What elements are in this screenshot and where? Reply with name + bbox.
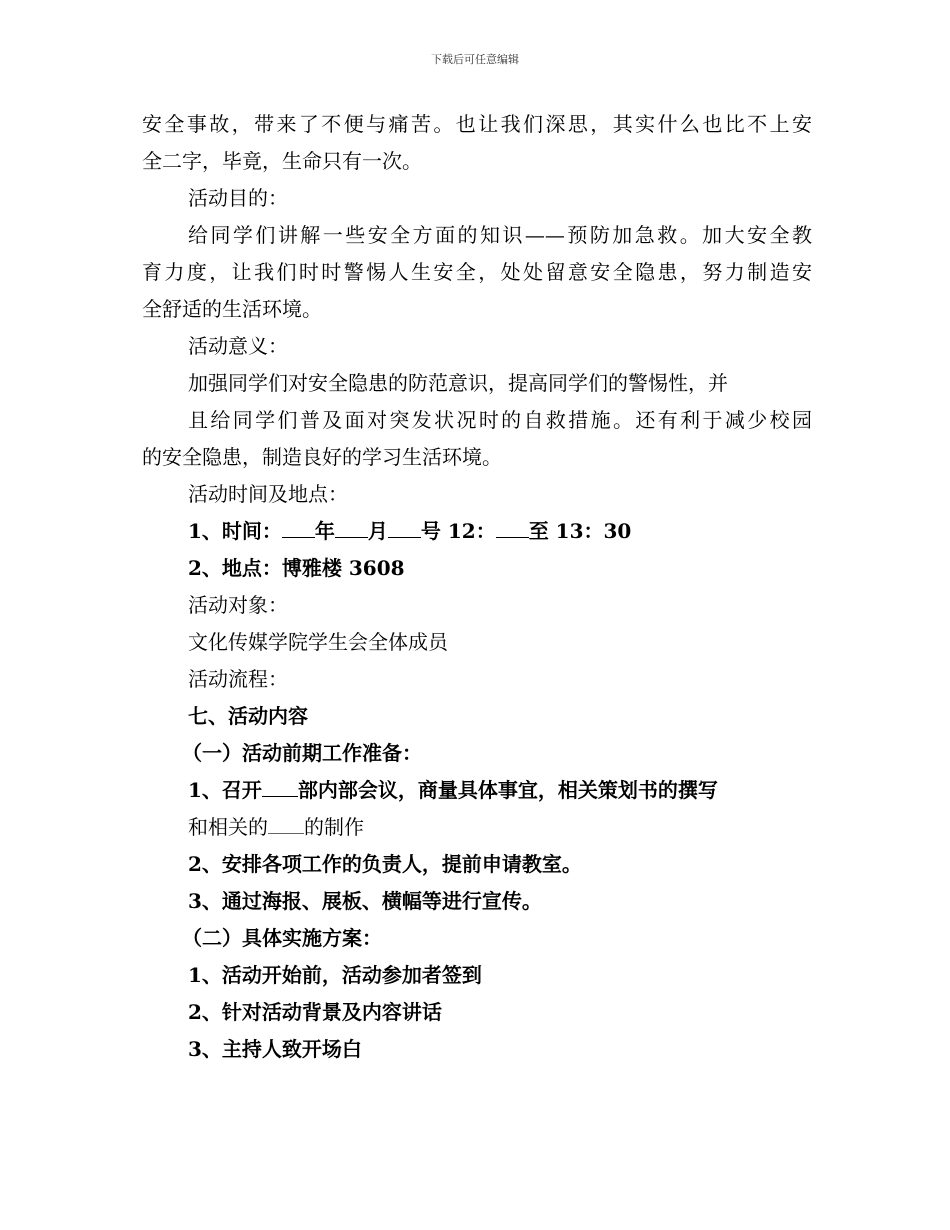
paragraph-line: 安全事故，带来了不便与痛苦。也让我们深思，其实什么也比不上安 bbox=[142, 112, 812, 136]
impl-item-2: 2、针对活动背景及内容讲话 bbox=[188, 1000, 442, 1024]
prep-item-1-cont-suffix: 的制作 bbox=[304, 815, 364, 839]
blank-month bbox=[335, 513, 368, 538]
paragraph-line: 加强同学们对安全隐患的防范意识，提高同学们的警惕性，并 bbox=[188, 371, 728, 395]
prep-item-1-suffix: 部内部会议，商量具体事宜，相关策划书的撰写 bbox=[297, 778, 718, 802]
section-7-heading: 七、活动内容 bbox=[188, 704, 308, 728]
time-year-label: 年 bbox=[314, 519, 335, 543]
impl-heading: （二）具体实施方案： bbox=[182, 926, 382, 950]
section-heading-flow: 活动流程： bbox=[188, 667, 288, 691]
prep-item-1-cont-prefix: 和相关的 bbox=[188, 815, 268, 839]
blank-year bbox=[282, 513, 315, 538]
prep-item-1-continued bbox=[142, 809, 812, 846]
paragraph-line: 育力度，让我们时时警惕人生安全，处处留意安全隐患，努力制造安 bbox=[142, 260, 812, 284]
time-day-label: 号 12： bbox=[420, 519, 496, 543]
section-heading-time-place: 活动时间及地点： bbox=[188, 482, 348, 506]
paragraph-line: 的安全隐患，制造良好的学习生活环境。 bbox=[142, 445, 502, 469]
blank-minute bbox=[496, 513, 529, 538]
time-prefix: 1、时间： bbox=[188, 519, 282, 543]
paragraph-line: 且给同学们普及面对突发状况时的自救措施。还有利于减少校园 bbox=[188, 408, 812, 432]
prep-item-2: 2、安排各项工作的负责人，提前申请教室。 bbox=[188, 852, 582, 876]
section-heading-target: 活动对象： bbox=[188, 593, 288, 617]
blank-department bbox=[262, 772, 298, 797]
paragraph-line: 全二字，毕竟，生命只有一次。 bbox=[142, 149, 422, 173]
impl-item-1: 1、活动开始前，活动参加者签到 bbox=[188, 963, 482, 987]
blank-day bbox=[388, 513, 421, 538]
page-header: 下载后可任意编辑 bbox=[431, 53, 519, 66]
target-line: 文化传媒学院学生会全体成员 bbox=[188, 630, 448, 654]
prep-item-1 bbox=[142, 772, 812, 809]
section-heading-purpose: 活动目的： bbox=[188, 186, 288, 210]
impl-item-3: 3、主持人致开场白 bbox=[188, 1037, 362, 1061]
paragraph-line: 给同学们讲解一些安全方面的知识——预防加急救。加大安全教 bbox=[188, 223, 812, 247]
place-line: 2、地点：博雅楼 3608 bbox=[188, 556, 405, 580]
document-body bbox=[142, 106, 812, 1068]
blank-item bbox=[268, 809, 304, 834]
time-month-label: 月 bbox=[367, 519, 388, 543]
paragraph-line: 全舒适的生活环境。 bbox=[142, 297, 322, 321]
time-line bbox=[142, 513, 812, 550]
section-heading-meaning: 活动意义： bbox=[188, 334, 288, 358]
prep-item-1-prefix: 1、召开 bbox=[188, 778, 262, 802]
time-to-label: 至 13：30 bbox=[528, 519, 632, 543]
prep-heading: （一）活动前期工作准备： bbox=[182, 741, 422, 765]
prep-item-3: 3、通过海报、展板、横幅等进行宣传。 bbox=[188, 889, 542, 913]
